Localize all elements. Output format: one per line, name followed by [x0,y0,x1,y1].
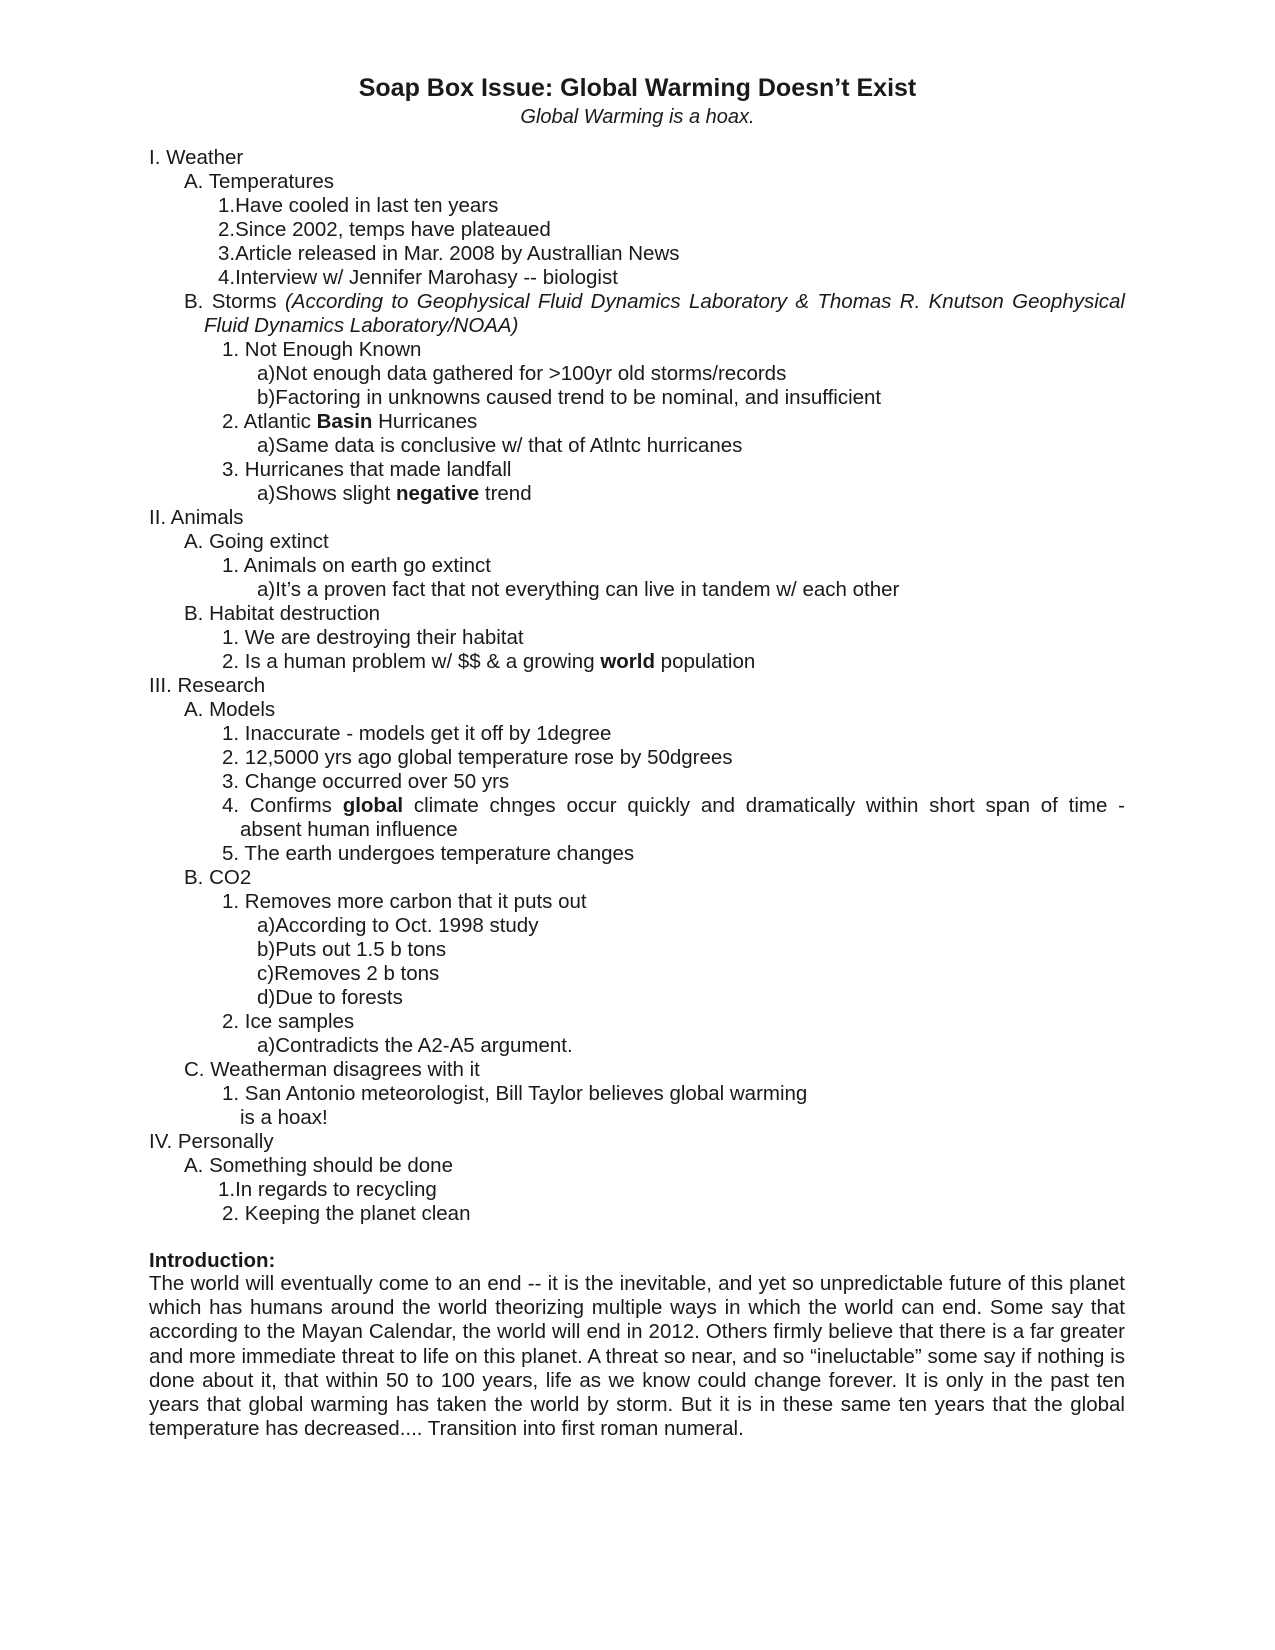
storms-label: B. Storms [184,290,285,313]
outline-subitem [257,434,742,458]
list-item-text: Shows slight [275,482,397,505]
list-marker: a) [257,914,276,937]
outline-item [218,266,618,290]
outline-item [218,218,551,242]
outline-item: 5. The earth undergoes temperature changes [222,842,635,865]
list-marker: 2. [218,218,236,241]
outline-item: 3. Change occurred over 50 yrs [222,770,510,793]
list-marker: 1. [218,194,236,217]
outline-item: 1. Animals on earth go extinct [222,554,491,577]
list-marker: d) [257,986,276,1009]
introduction-heading: Introduction: [149,1249,276,1272]
outline-storms [184,290,1125,314]
introduction-body: The world will eventually come to an end -- it is the inevitable, and yet so unpredictable future of this planet which has humans around the world theorizing multiple ways in which the world can end. Some say that according to the Mayan Calendar, the world will end in 2012. Others firmly believe that there is a far greater and more immediate threat to life on this planet. A threat so near, and so “ineluctable” some say if nothing is done about it, that within 50 to 100 years, life as we know could change forever. It is only in the past ten years that global warming has taken the world by storm. But it is in these same ten years that the global temperature has decreased.... Transition into first roman numeral. [149,1272,1125,1441]
outline-going-extinct: A. Going extinct [184,530,329,553]
outline-item [222,650,755,674]
outline-subitem [257,986,403,1010]
outline-item-cont: is a hoax! [240,1106,328,1129]
list-item-text: It’s a proven fact that not everything can live in tandem w/ each other [275,578,900,601]
list-item-text: Factoring in unknowns caused trend to be nominal, and insufficient [275,386,882,409]
list-item-text: 2. Atlantic [222,410,317,433]
outline-item [218,242,680,266]
outline-item [218,1178,437,1202]
list-item-text: Have cooled in last ten years [235,194,499,217]
outline-storms-source-cont [204,314,518,338]
document-subtitle: Global Warming is a hoax. [520,106,755,128]
outline-section-personally: IV. Personally [149,1130,274,1153]
list-marker: a) [257,578,276,601]
outline-something-done: A. Something should be done [184,1154,453,1177]
outline-item: 1. We are destroying their habitat [222,626,524,649]
bold-text: negative [396,482,480,505]
outline-subitem [257,914,538,938]
list-item-text: climate chnges occur quickly and dramatically within short span of time - [403,794,1125,817]
list-item-text: Same data is conclusive w/ that of Atlntc hurricanes [275,434,743,457]
outline-item: 2. Ice samples [222,1010,355,1033]
list-item-text: According to Oct. 1998 study [275,914,539,937]
storms-source: (According to Geophysical Fluid Dynamics Laboratory & Thomas R. Knutson Geophysical [284,290,1125,313]
outline-subitem [257,962,439,986]
outline-subitem [257,362,786,386]
outline-section-animals: II. Animals [149,506,244,529]
list-item-text: Hurricanes [372,410,478,433]
outline-item [218,194,498,218]
list-item-text: Contradicts the A2-A5 argument. [275,1034,573,1057]
outline-weatherman: C. Weatherman disagrees with it [184,1058,480,1081]
list-marker: 3. [218,242,236,265]
list-marker: c) [257,962,275,985]
list-item-text: population [654,650,756,673]
bold-text: global [342,794,404,817]
outline-section-weather: I. Weather [149,146,244,169]
outline-item: 1. Removes more carbon that it puts out [222,890,587,913]
outline-section-research: III. Research [149,674,266,697]
outline-item: 1. Not Enough Known [222,338,422,361]
list-marker: 1. [218,1178,236,1201]
list-marker: 4. [218,266,236,289]
outline-subitem [257,938,446,962]
list-item-text: Article released in Mar. 2008 by Australlian News [235,242,680,265]
list-marker: b) [257,938,276,961]
outline-item: 1. Inaccurate - models get it off by 1degree [222,722,612,745]
outline-item: 2. 12,5000 yrs ago global temperature rose by 50dgrees [222,746,733,769]
outline-item [222,410,477,434]
list-item-text: trend [479,482,532,505]
list-item-text: Interview w/ Jennifer Marohasy -- biologist [235,266,618,289]
list-marker: a) [257,1034,276,1057]
bold-text: Basin [316,410,373,433]
list-marker: a) [257,434,276,457]
list-item-text: Puts out 1.5 b tons [275,938,447,961]
outline-models: A. Models [184,698,276,721]
outline-subitem [257,482,532,506]
outline-habitat-destruction: B. Habitat destruction [184,602,380,625]
list-item-text: Not enough data gathered for >100yr old storms/records [275,362,787,385]
outline-item [222,794,1125,818]
outline-item-cont: absent human influence [240,818,458,841]
storms-source-cont: Fluid Dynamics Laboratory/NOAA) [204,314,519,337]
outline-subitem [257,578,899,602]
list-item-text: Since 2002, temps have plateaued [235,218,551,241]
list-item-text: 2. Is a human problem w/ $$ & a growing [222,650,601,673]
list-item-text: 4. Confirms [222,794,343,817]
list-item-text: In regards to recycling [235,1178,437,1201]
outline-item: 3. Hurricanes that made landfall [222,458,512,481]
list-marker: b) [257,386,276,409]
list-marker: a) [257,362,276,385]
list-marker: a) [257,482,276,505]
document-title: Soap Box Issue: Global Warming Doesn’t Exist [358,74,917,102]
list-item-text: Due to forests [275,986,403,1009]
bold-text: world [600,650,655,673]
outline-subitem [257,1034,573,1058]
outline-temperatures: A. Temperatures [184,170,335,193]
outline-subitem [257,386,881,410]
outline-item: 2. Keeping the planet clean [222,1202,471,1225]
list-item-text: Removes 2 b tons [274,962,440,985]
outline-item: 1. San Antonio meteorologist, Bill Taylor believes global warming [222,1082,808,1105]
outline-co2: B. CO2 [184,866,252,889]
